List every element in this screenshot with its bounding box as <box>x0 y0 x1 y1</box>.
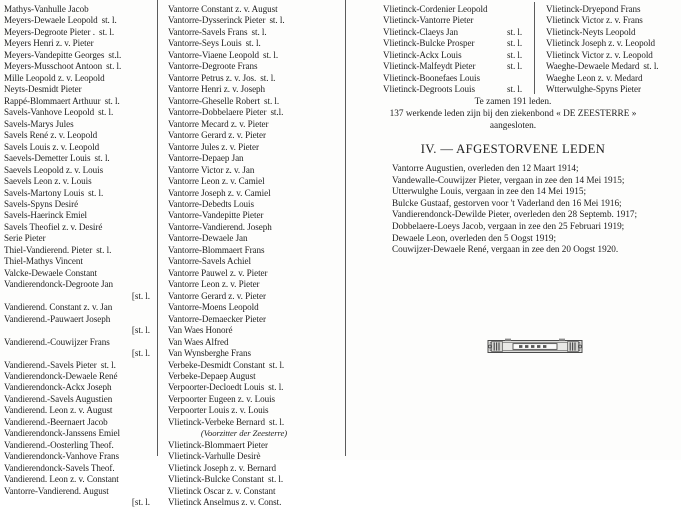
member-status-suffix: st. l. <box>245 38 261 49</box>
member-entry <box>168 256 334 267</box>
member-entry <box>4 417 156 428</box>
member-name: Mathys-Vanhulle Jacob <box>4 4 89 14</box>
member-entry <box>4 107 156 118</box>
member-name: Vantorre-Vandierend. Joseph <box>168 221 272 232</box>
deceased-members-list <box>392 163 680 256</box>
member-status-suffix: st. l. <box>98 26 115 37</box>
member-status-suffix: st. l. <box>507 61 523 72</box>
member-entry <box>168 153 334 164</box>
member-name: Vandierend.-Pauwaert Joseph <box>4 313 111 324</box>
member-status-suffix: st. l. <box>262 49 279 60</box>
member-entry <box>4 15 156 26</box>
member-status-suffix: st. l. <box>96 244 112 255</box>
member-entry <box>168 4 334 15</box>
member-status-suffix: st. l. <box>106 61 122 72</box>
member-name: Savels-Spyns Desiré <box>4 198 79 209</box>
member-name: Vlietinck-Bulcke Constant <box>168 474 264 485</box>
member-name: Vandierend.-Beernaert Jacob <box>4 416 108 427</box>
member-entry <box>168 119 334 130</box>
member-entry <box>168 73 334 84</box>
member-entry <box>168 142 334 153</box>
member-entry <box>168 440 334 451</box>
member-entry <box>4 119 156 130</box>
member-entry <box>4 337 156 360</box>
member-status-suffix: st.l. <box>270 107 284 118</box>
member-entry <box>4 153 156 164</box>
member-name: Vlietinck-Claeys Jan <box>383 26 459 37</box>
member-entry <box>4 176 156 187</box>
member-name: Thiel-Mathys Vincent <box>4 256 83 267</box>
member-entry <box>546 84 680 95</box>
member-entry <box>4 268 156 279</box>
member-entry <box>4 256 156 267</box>
member-entry <box>168 474 334 485</box>
member-name: Vantorre Jules z. v. Pieter <box>168 141 259 152</box>
member-name: Vlietinck-Neyts Leopold <box>546 26 636 37</box>
member-entry <box>4 463 156 474</box>
member-entry <box>4 360 156 371</box>
member-name: Savels-Haerinck Emiel <box>4 210 88 221</box>
member-entry <box>168 50 334 61</box>
member-status-suffix: st. l. <box>88 187 104 198</box>
member-entry <box>168 165 334 176</box>
member-entry <box>168 199 334 210</box>
member-name: Valcke-Dewaele Constant <box>4 267 98 278</box>
member-name: Vantorre-Vandierend. August <box>4 485 109 496</box>
member-name: Saevels Leon z. v. Louis <box>4 176 92 187</box>
member-name: Vantorre Victor z. v. Jan <box>168 164 255 175</box>
member-list-column-4 <box>546 4 680 96</box>
member-entry <box>168 291 334 302</box>
member-entry <box>4 222 156 233</box>
member-entry <box>546 4 680 15</box>
member-entry <box>168 314 334 325</box>
member-name: Vlietinck Victor z. v. Frans <box>546 15 643 26</box>
member-entry <box>383 73 533 84</box>
member-name: Vantorre-Blommaert Frans <box>168 244 265 255</box>
member-list-column-1 <box>4 4 156 509</box>
member-entry <box>4 382 156 393</box>
member-entry <box>168 348 334 359</box>
member-status-suffix: st. l. <box>251 26 267 37</box>
member-name: Van Waes Alfred <box>168 336 229 347</box>
member-status-suffix: st. l. <box>507 84 523 95</box>
member-entry <box>546 27 680 38</box>
member-entry <box>168 245 334 256</box>
member-status-suffix: st. l. <box>269 359 285 370</box>
member-entry <box>4 405 156 416</box>
member-name: Vandierend. Leon z. v. August <box>4 405 113 416</box>
member-status-suffix: st. l. <box>94 153 110 164</box>
member-entry <box>4 50 156 61</box>
member-name: Vantorre-Savels Achiel <box>168 256 251 267</box>
printers-ornament-rule <box>487 336 583 357</box>
member-list-column-3 <box>383 4 533 96</box>
member-name: Waeghe Leon z. v. Medard <box>546 72 643 83</box>
member-entry <box>168 188 334 199</box>
member-name: Vlietinck-Dryepond Frans <box>546 4 641 14</box>
member-entry <box>383 27 533 38</box>
member-status-suffix: st.l. <box>108 49 122 60</box>
member-status-suffix: st. l. <box>268 416 285 427</box>
member-name: Savels Theofiel z. v. Desiré <box>4 221 103 232</box>
member-entry <box>168 371 334 382</box>
member-name: Vantorre-Dysserinck Pieter <box>168 15 266 26</box>
section-heading-deceased: IV. — AFGESTORVENE LEDEN <box>420 142 606 156</box>
total-members-line: Te zamen 191 leden. <box>474 97 552 107</box>
member-entry <box>168 61 334 72</box>
member-name: Vandierendonck-Janssens Emiel <box>4 428 120 439</box>
member-name: Savels-Marys Jules <box>4 118 74 129</box>
member-entry <box>4 371 156 382</box>
member-entry <box>383 50 533 61</box>
member-name: Waeghe-Dewaele Medard <box>546 61 640 72</box>
member-name: Meyers-Musschoot Antoon <box>4 61 103 72</box>
deceased-entry: Utterwulghe Louis, vergaan in zee den 14 Mei 1915; <box>392 186 586 197</box>
member-name: Vantorre-Moens Leopold <box>168 302 259 313</box>
member-status-suffix: st. l. <box>507 38 523 49</box>
member-entry <box>4 38 156 49</box>
deceased-entry: Vandewalle-Couwijzer Pieter, vergaan in zee den 14 Mei 1915; <box>392 174 625 185</box>
member-name: Vlietinck-Bulcke Prosper <box>383 38 475 49</box>
member-name: Vlietinck Victor z. v. Leopold <box>546 49 653 60</box>
member-name: Savels René z. v. Leopold <box>4 130 98 141</box>
member-name: Vandierend.-Savels Augustien <box>4 393 113 404</box>
member-status-suffix: st. l. <box>263 95 280 106</box>
member-name: Meyers-Vandepitte Georges <box>4 49 105 60</box>
member-entry <box>168 279 334 290</box>
member-name: Verpoorter Louis z. v. Louis <box>168 405 269 416</box>
member-entry <box>4 84 156 95</box>
member-name: Neyts-Desmidt Pieter <box>4 84 82 95</box>
deceased-entry: Dobbelaere-Loeys Jacob, vergaan in zee den 25 Februari 1919; <box>392 220 625 231</box>
member-name: Vandierend.-Savels Pieter <box>4 359 97 370</box>
member-entry <box>168 463 334 474</box>
sickness-fund-line: 137 werkende leden zijn bij den ziekenbond « DE ZEESTERRE » <box>389 109 637 120</box>
member-name: Vantorre-Degroote Frans <box>168 61 258 72</box>
member-name: Rappé-Blommaert Arthuur <box>4 95 101 106</box>
member-name: Vantorre Constant z. v. August <box>168 4 278 14</box>
column-divider-3 <box>534 2 535 94</box>
member-entry <box>4 394 156 405</box>
member-entry <box>168 451 334 462</box>
member-entry <box>4 142 156 153</box>
deceased-entry: Vandierendonck-Dewilde Pieter, overleden den 28 Septemb. 1917; <box>392 209 638 220</box>
member-name: Vlietinck Oscar z. v. Constant <box>168 485 276 496</box>
member-status-suffix: st. l. <box>507 49 523 60</box>
member-status-suffix: st. l. <box>104 95 120 106</box>
member-name: Van Waes Honoré <box>168 325 233 336</box>
member-entry <box>4 4 156 15</box>
deceased-entry: Vantorre Augustien, overleden den 12 Maart 1914; <box>392 163 579 173</box>
member-entry <box>383 15 533 26</box>
member-name: Mille Leopold z. v. Leopold <box>4 72 105 83</box>
member-name: Meyers-Degroote Pieter . <box>4 26 95 37</box>
member-name: Vantorre-Gheselle Robert <box>168 95 260 106</box>
member-entry <box>168 394 334 405</box>
member-status-suffix: st. l. <box>260 72 276 83</box>
member-name: Meyers-Dewaele Leopold <box>4 15 98 26</box>
member-name: Verpoorter Eugeen z. v. Louis <box>168 393 276 404</box>
member-name: Vantorre Leon z. v. Pieter <box>168 279 260 290</box>
member-entry <box>383 84 533 95</box>
member-status-suffix-continued: [st. l. <box>131 325 150 336</box>
member-name: Vlietinck Anselmus z. v. Const. <box>168 497 282 508</box>
member-entry <box>168 405 334 416</box>
member-entry <box>168 325 334 336</box>
member-entry <box>168 84 334 95</box>
member-name: Verbeke-Depaep August <box>168 371 256 381</box>
member-name: Vandierendonck-Savels Theof. <box>4 462 115 473</box>
member-name: Vlietinck-Vantorre Pieter <box>383 15 474 26</box>
member-name: Van Wynsberghe Frans <box>168 348 251 359</box>
member-entry <box>4 314 156 337</box>
deceased-entry: Dewaele Leon, overleden den 5 Oogst 1919; <box>392 232 557 243</box>
column-divider-2 <box>345 0 346 456</box>
member-status-suffix: st. l. <box>643 61 659 72</box>
membership-summary <box>348 96 678 133</box>
member-entry <box>4 130 156 141</box>
member-entry <box>383 4 533 15</box>
member-name: Vandierend. Leon z. v. Constant <box>4 474 119 485</box>
member-entry <box>168 96 334 107</box>
member-name: Savels Louis z. v. Leopold <box>4 141 100 152</box>
member-status-suffix: st. l. <box>98 107 114 118</box>
member-name: Vantorre-Savels Frans <box>168 26 248 37</box>
member-status-suffix-continued: [st. l. <box>131 497 150 508</box>
member-status-suffix: st. l. <box>268 382 284 393</box>
member-name: Vantorre-Demaecker Pieter <box>168 313 266 324</box>
member-name: Vantorre Gerard z. v. Pieter <box>168 130 266 141</box>
member-entry <box>4 486 156 509</box>
member-name: Thiel-Vandierend. Pieter <box>4 244 93 255</box>
member-entry <box>546 38 680 49</box>
member-entry <box>168 222 334 233</box>
member-entry <box>168 417 334 440</box>
member-name: Vantorre-Dobbelaere Pieter <box>168 107 267 118</box>
member-entry <box>4 451 156 462</box>
member-entry <box>4 245 156 256</box>
member-name: Vandierendonck-Ackx Joseph <box>4 382 112 393</box>
member-name: Verpoorter-Decloedt Louis <box>168 382 265 393</box>
member-name: Vlietinck-Malfeydt Pieter <box>383 61 476 72</box>
member-entry <box>4 279 156 302</box>
member-name: Vlietinck-Verbeke Bernard <box>168 416 265 427</box>
member-name: Vandierendonck-Degroote Jan <box>4 279 113 290</box>
member-entry <box>546 15 680 26</box>
member-name: Wtterwulghe-Spyns Pieter <box>546 84 642 95</box>
member-name: Vandierendonck-Vanhove Frans <box>4 451 120 462</box>
member-status-suffix: st. l. <box>267 474 284 485</box>
member-entry <box>4 302 156 313</box>
member-entry <box>168 268 334 279</box>
deceased-entry: Bulcke Gustaaf, gestorven voor 't Vaderland den 16 Mei 1916; <box>392 197 622 208</box>
member-entry <box>4 73 156 84</box>
member-name: Vantorre-Debedts Louis <box>168 198 255 209</box>
member-name: Vantorre-Viaene Leopold <box>168 49 259 60</box>
member-entry <box>168 15 334 26</box>
member-name: Vantorre-Dewaele Jan <box>168 233 248 244</box>
member-entry <box>4 428 156 439</box>
member-name: Meyers Henri z. v. Pieter <box>4 38 94 49</box>
member-status-suffix: st. l. <box>269 15 285 26</box>
member-name: Vantorre-Seys Louis <box>168 38 242 49</box>
member-entry <box>4 210 156 221</box>
member-entry <box>168 360 334 371</box>
member-entry <box>168 497 334 508</box>
deceased-entry: Couwijzer-Dewaele René, vergaan in zee den 20 Oogst 1920. <box>392 244 619 255</box>
member-entry <box>4 165 156 176</box>
member-name: Vlietinck-Cordenier Leopold <box>383 4 488 14</box>
member-name: Vandierend.-Oosterling Theof. <box>4 439 114 450</box>
column-divider-1 <box>157 0 158 456</box>
member-name: Vandierend.-Couwijzer Frans <box>4 336 110 347</box>
member-name: Vlietinck Joseph z. v. Leopold <box>546 38 656 49</box>
member-entry <box>4 233 156 244</box>
member-name: Savels-Martony Louis <box>4 187 85 198</box>
member-name: Vantorre-Vandepitte Pieter <box>168 210 264 221</box>
member-name: Vantorre-Depaep Jan <box>168 153 244 164</box>
member-name: Vantorre Gerard z. v. Pieter <box>168 290 266 301</box>
member-entry <box>168 382 334 393</box>
member-entry <box>4 61 156 72</box>
member-name: Vlietinck-Varhulle Desirè <box>168 451 261 462</box>
member-name: Verbeke-Desmidt Constant <box>168 359 266 370</box>
member-name: Vandierendonck-Dewaele René <box>4 371 118 381</box>
member-name: Vlietinck-Degroots Louis <box>383 84 475 95</box>
member-entry <box>168 176 334 187</box>
member-entry <box>4 27 156 38</box>
member-entry <box>546 50 680 61</box>
member-entry <box>546 73 680 84</box>
member-name: Serie Pieter <box>4 233 46 244</box>
member-status-suffix: st. l. <box>101 15 117 26</box>
member-status-suffix-continued: [st. l. <box>131 290 150 301</box>
member-name: Saevels Leopold z. v. Louis <box>4 164 104 175</box>
member-name: Vantorre Mecard z. v. Pieter <box>168 118 269 129</box>
member-entry <box>4 188 156 199</box>
member-list-column-2 <box>168 4 334 509</box>
member-entry <box>168 107 334 118</box>
member-entry <box>168 130 334 141</box>
member-name: Savels-Vanhove Leopold <box>4 107 95 118</box>
member-entry <box>168 337 334 348</box>
member-name: Vantorre Joseph z. v. Camiel <box>168 187 271 198</box>
member-name: Saevels-Demetter Louis <box>4 153 91 164</box>
member-entry <box>168 233 334 244</box>
member-name: Vantorre Leon z. v. Camiel <box>168 176 265 187</box>
member-entry <box>546 61 680 72</box>
member-name: Vlietinck Joseph z. v. Bernard <box>168 462 277 473</box>
member-entry <box>4 440 156 451</box>
member-entry <box>168 210 334 221</box>
member-entry <box>168 302 334 313</box>
member-name: Vlietinck-Boonefaes Louis <box>383 72 480 83</box>
member-entry <box>168 486 334 497</box>
member-name: Vlietinck-Blommaert Pieter <box>168 439 268 450</box>
member-role-note: (Voorzitter der Zeesterre) <box>200 428 288 439</box>
member-status-suffix: st. l. <box>507 26 523 37</box>
member-entry <box>168 38 334 49</box>
member-status-suffix-continued: [st. l. <box>131 348 150 359</box>
member-entry <box>4 96 156 107</box>
member-entry <box>383 38 533 49</box>
member-status-suffix: st. l. <box>100 359 116 370</box>
member-entry <box>4 474 156 485</box>
member-entry <box>383 61 533 72</box>
member-name: Vantorre Henri z. v. Joseph <box>168 84 266 95</box>
member-entry <box>168 27 334 38</box>
member-name: Vantorre Petrus z. v. Jos. <box>168 72 257 83</box>
member-name: Vandierend. Constant z. v. Jan <box>4 302 113 313</box>
member-name: Vlietinck-Ackx Louis <box>383 49 462 60</box>
sickness-fund-line-cont: aangesloten. <box>489 121 537 132</box>
member-name: Vantorre Pauwel z. v. Pieter <box>168 267 268 278</box>
member-entry <box>4 199 156 210</box>
